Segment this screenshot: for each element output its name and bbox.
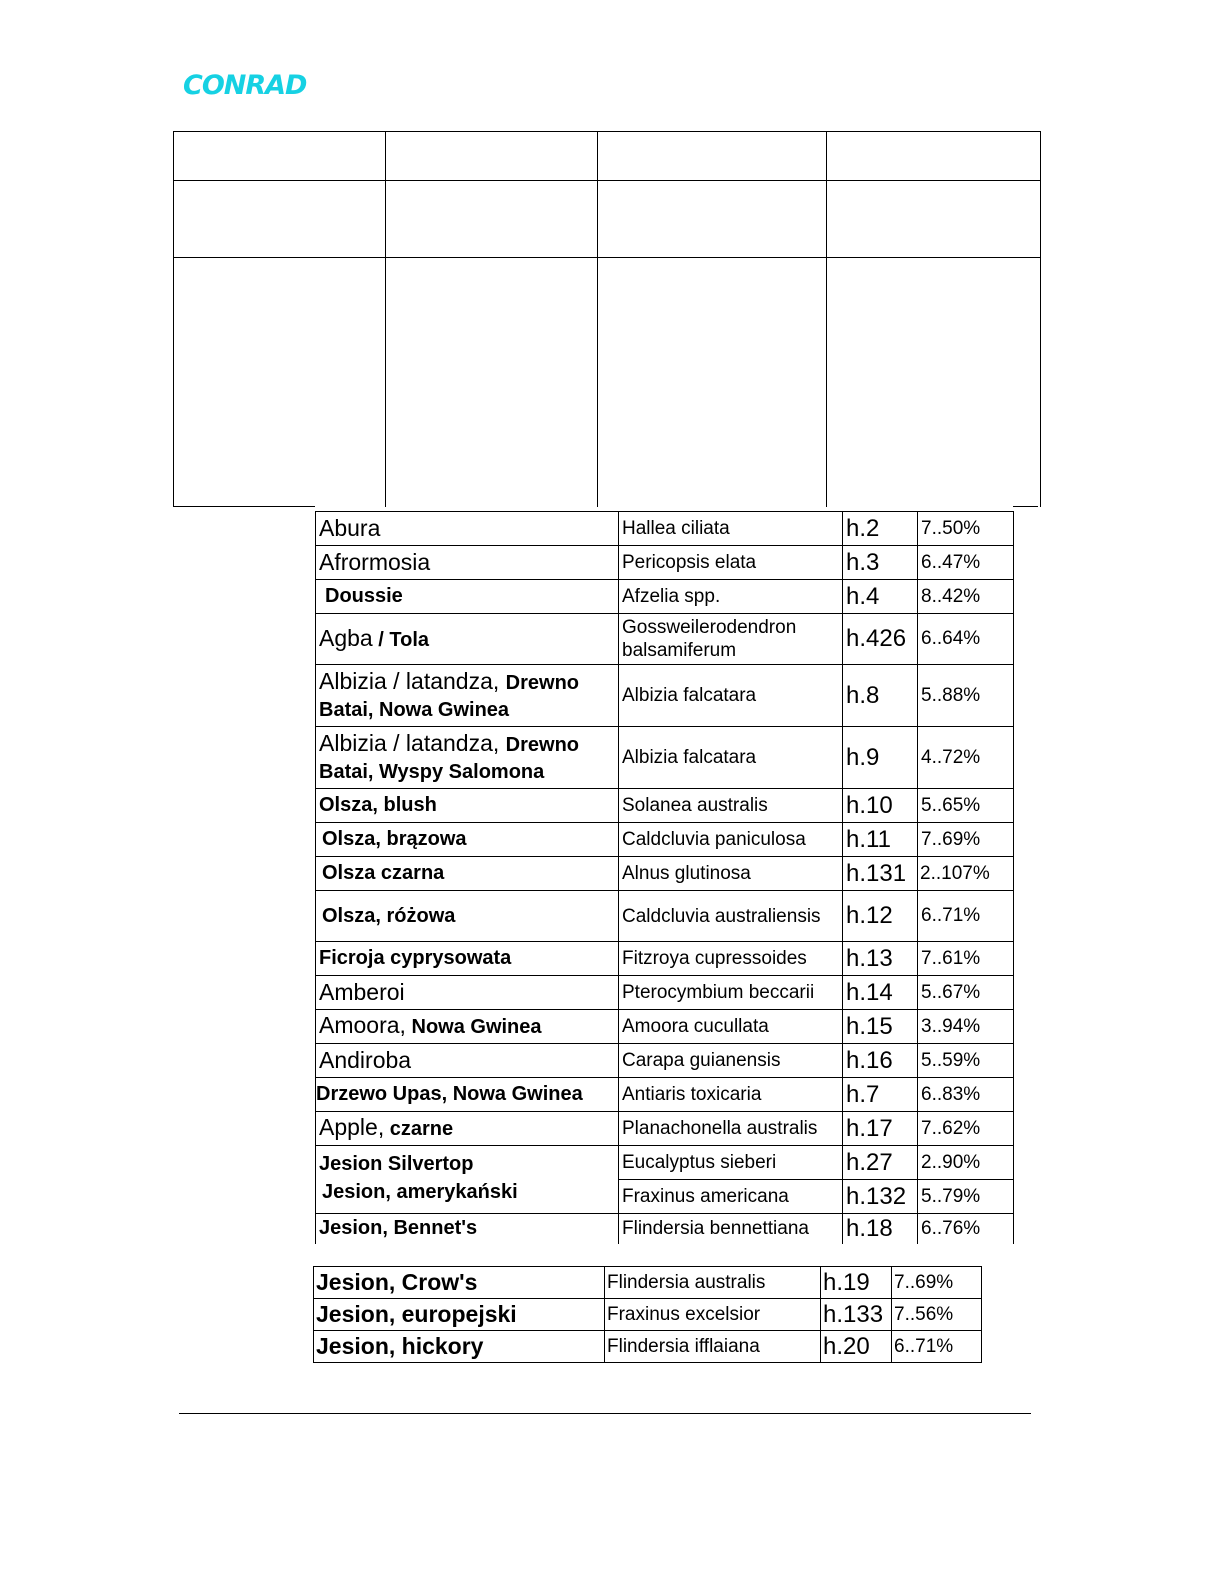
table-row (316, 976, 1014, 1010)
species-code: h.17 (843, 1112, 918, 1146)
wood-name: Ficroja cyprysowata (316, 942, 619, 976)
percentage: 7..62% (918, 1112, 1014, 1146)
species-code: h.4 (843, 580, 918, 614)
latin-name: Caldcluvia paniculosa (619, 823, 843, 857)
latin-name: Antiaris toxicaria (619, 1078, 843, 1112)
species-code: h.19 (821, 1267, 892, 1299)
latin-name: Caldcluvia australiensis (619, 891, 843, 942)
wood-name: Jesion, hickory (314, 1331, 605, 1363)
species-code: h.132 (843, 1180, 918, 1214)
conrad-logo (183, 66, 323, 102)
percentage: 5..59% (918, 1044, 1014, 1078)
table-row (316, 512, 1014, 546)
wood-name-part: Agba (319, 624, 373, 651)
wood-name: Olsza, brązowa (316, 823, 619, 857)
table-row (316, 665, 1014, 727)
percentage: 5..67% (918, 976, 1014, 1010)
percentage: 5..79% (918, 1180, 1014, 1214)
table-row (316, 942, 1014, 976)
latin-name: Amoora cucullata (619, 1010, 843, 1044)
species-code: h.131 (843, 857, 918, 891)
wood-name-part: czarne (384, 1118, 454, 1140)
latin-name: Gossweilerodendron balsamiferum (619, 614, 843, 665)
wood-name: Andiroba (316, 1044, 619, 1078)
species-code: h.18 (843, 1214, 918, 1244)
wood-name: Doussie (316, 580, 619, 614)
latin-name: Solanea australis (619, 789, 843, 823)
species-code: h.27 (843, 1146, 918, 1180)
wood-name-part: / Tola (372, 628, 430, 651)
species-code: h.13 (843, 942, 918, 976)
frame-cell (827, 132, 1041, 181)
latin-name: Hallea ciliata (619, 512, 843, 546)
wood-name (316, 614, 619, 665)
latin-name: Pericopsis elata (619, 546, 843, 580)
latin-name: Fitzroya cupressoides (619, 942, 843, 976)
percentage: 7..56% (892, 1299, 982, 1331)
percentage: 6..64% (918, 614, 1014, 665)
wood-species-table (315, 511, 1014, 1244)
frame-cell (174, 258, 386, 507)
percentage: 5..65% (918, 789, 1014, 823)
logo-text: CONRAD (183, 70, 307, 101)
frame-bottom-border (173, 506, 315, 507)
species-code: h.15 (843, 1010, 918, 1044)
percentage: 6..71% (892, 1331, 982, 1363)
table-row (316, 823, 1014, 857)
latin-name: Albizia falcatara (619, 665, 843, 727)
wood-name (316, 1010, 619, 1044)
percentage: 7..69% (892, 1267, 982, 1299)
wood-name-part: Drewno Batai, Wyspy Salomona (319, 733, 580, 783)
wood-name (316, 1112, 619, 1146)
footer-divider (179, 1413, 1031, 1414)
wood-name-part: Nowa Gwinea (405, 1016, 542, 1038)
table-row (314, 1267, 982, 1299)
table-row (316, 789, 1014, 823)
species-code: h.11 (843, 823, 918, 857)
table-row (316, 1146, 1014, 1180)
species-code: h.7 (843, 1078, 918, 1112)
species-code: h.2 (843, 512, 918, 546)
table-row (316, 546, 1014, 580)
wood-name-part: Apple, (319, 1114, 385, 1140)
wood-name-part: Albizia / latandza, (319, 729, 500, 756)
frame-bottom-border (1013, 506, 1038, 507)
latin-name: Flindersia ifflaiana (605, 1331, 821, 1363)
wood-name: Olsza czarna (316, 857, 619, 891)
species-code: h.10 (843, 789, 918, 823)
table-row (316, 727, 1014, 789)
table-row (316, 891, 1014, 942)
frame-cell (174, 132, 386, 181)
frame-cell (386, 181, 598, 258)
percentage: 6..71% (918, 891, 1014, 942)
percentage: 3..94% (918, 1010, 1014, 1044)
empty-frame-table (173, 131, 1041, 507)
species-code: h.16 (843, 1044, 918, 1078)
table-row (314, 1299, 982, 1331)
frame-cell (827, 258, 1041, 507)
species-code: h.20 (821, 1331, 892, 1363)
wood-name: Jesion, Bennet's (316, 1214, 619, 1244)
percentage: 7..61% (918, 942, 1014, 976)
wood-name: Jesion, Crow's (314, 1267, 605, 1299)
wood-name (316, 727, 619, 789)
percentage: 8..42% (918, 580, 1014, 614)
species-code: h.9 (843, 727, 918, 789)
species-code: h.8 (843, 665, 918, 727)
percentage: 4..72% (918, 727, 1014, 789)
percentage: 2..90% (918, 1146, 1014, 1180)
percentage: 6..76% (918, 1214, 1014, 1244)
latin-name: Eucalyptus sieberi (619, 1146, 843, 1180)
latin-name: Planachonella australis (619, 1112, 843, 1146)
latin-name: Albizia falcatara (619, 727, 843, 789)
wood-name: Olsza, blush (316, 789, 619, 823)
frame-cell (598, 258, 827, 507)
percentage: 2..107% (918, 857, 1014, 891)
latin-name: Afzelia spp. (619, 580, 843, 614)
table-row (316, 580, 1014, 614)
frame-cell (174, 181, 386, 258)
latin-name: Fraxinus americana (619, 1180, 843, 1214)
frame-cell (386, 258, 598, 507)
wood-name: Jesion, europejski (314, 1299, 605, 1331)
latin-name: Flindersia australis (605, 1267, 821, 1299)
percentage: 5..88% (918, 665, 1014, 727)
wood-name (316, 1146, 619, 1214)
frame-cell (598, 181, 827, 258)
table-row (316, 1010, 1014, 1044)
wood-name-part: Drewno Batai, Nowa Gwinea (319, 671, 580, 721)
species-code: h.14 (843, 976, 918, 1010)
wood-name-part: Jesion, amerykański (322, 1181, 518, 1203)
table-row (316, 1112, 1014, 1146)
percentage: 7..69% (918, 823, 1014, 857)
wood-species-table-2 (313, 1266, 982, 1363)
wood-name: Abura (316, 512, 619, 546)
latin-name: Flindersia bennettiana (619, 1214, 843, 1244)
species-code: h.426 (843, 614, 918, 665)
wood-name: Afrormosia (316, 546, 619, 580)
frame-cell (827, 181, 1041, 258)
wood-name: Amberoi (316, 976, 619, 1010)
table-row (316, 1214, 1014, 1244)
wood-name-part: Jesion Silvertop (319, 1153, 474, 1175)
latin-name: Fraxinus excelsior (605, 1299, 821, 1331)
wood-name (316, 665, 619, 727)
species-code: h.12 (843, 891, 918, 942)
latin-name: Alnus glutinosa (619, 857, 843, 891)
table-row (316, 614, 1014, 665)
species-code: h.3 (843, 546, 918, 580)
wood-name-part: Albizia / latandza, (319, 667, 500, 694)
frame-cell (386, 132, 598, 181)
table-row (316, 1078, 1014, 1112)
percentage: 6..47% (918, 546, 1014, 580)
latin-name: Carapa guianensis (619, 1044, 843, 1078)
percentage: 6..83% (918, 1078, 1014, 1112)
latin-name: Pterocymbium beccarii (619, 976, 843, 1010)
percentage: 7..50% (918, 512, 1014, 546)
wood-name: Drzewo Upas, Nowa Gwinea (316, 1078, 619, 1112)
table-row (316, 1044, 1014, 1078)
species-code: h.133 (821, 1299, 892, 1331)
wood-name-part: Amoora, (319, 1012, 406, 1038)
frame-cell (598, 132, 827, 181)
table-row (316, 857, 1014, 891)
wood-name: Olsza, różowa (316, 891, 619, 942)
table-row (314, 1331, 982, 1363)
